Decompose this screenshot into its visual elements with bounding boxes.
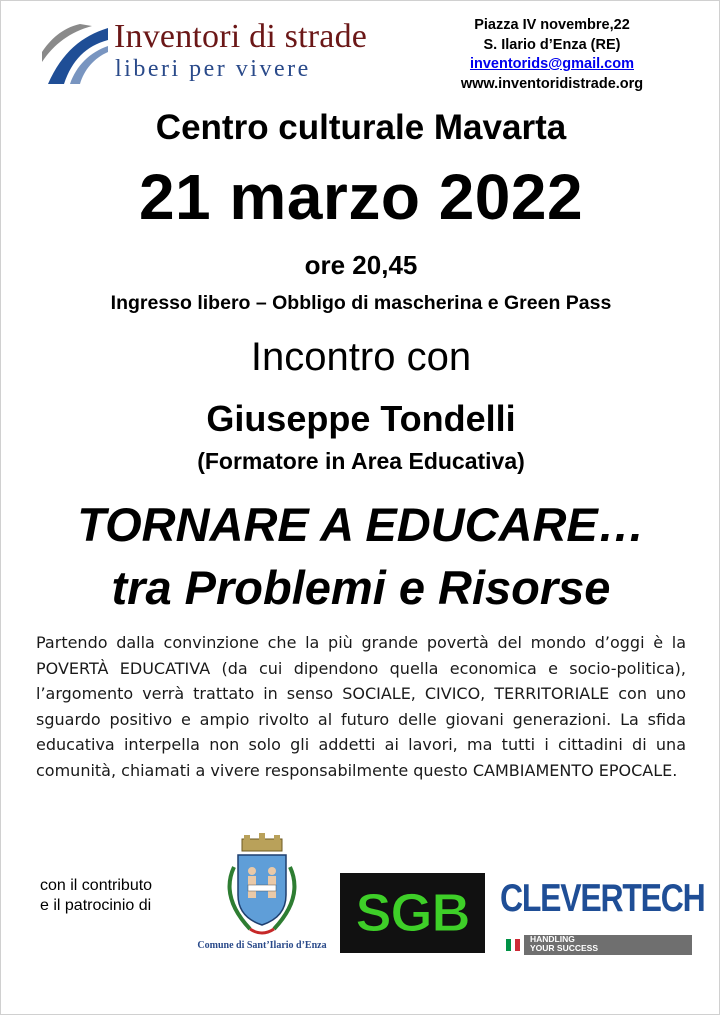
speaker-name: Giuseppe Tondelli (206, 398, 516, 439)
sponsor-intro (40, 876, 190, 916)
entry-info: Ingresso libero – Obbligo di mascherina e Green Pass (110, 292, 612, 314)
event-date: 21 marzo 2022 (138, 161, 584, 233)
event-title-line2: tra Problemi e Risorse (111, 561, 611, 614)
sponsor-intro-line1: con il contributo (40, 877, 153, 894)
sponsor-intro-line2: e il patrocinio di (40, 897, 152, 914)
event-description: Partendo dalla convinzione che la più grande povertà del mondo d’oggi è la POVERTÀ EDUCATIVA (da cui dipendono quella economica e socio-politica), l’argomento verrà trattato in senso SOCIALE, CIVICO, TERRITORIALE con uno sguardo positivo e ampio rivolto al futuro delle giovani generazioni. La sfida educativa interpella non solo gli addetti ai lavori, ma tutti i cittadini di una comunità, chiamati a vivere responsabilmente questo CAMBIAMENTO EPOCALE. (36, 633, 686, 780)
contact-block (430, 16, 674, 94)
sgb-logo-text: SGB (355, 883, 470, 943)
venue: Centro culturale Mavarta (155, 108, 567, 147)
road-swoosh-icon (40, 22, 110, 88)
clevertech-name: CLEVERTECH (500, 877, 705, 920)
event-title-line1: TORNARE A EDUCARE… (77, 498, 645, 551)
meeting-label: Incontro con (250, 335, 472, 379)
speaker-role: (Formatore in Area Educativa) (197, 448, 525, 474)
city: S. Ilario d’Enza (RE) (483, 36, 621, 53)
inventori-logo (40, 18, 420, 98)
address: Piazza IV novembre,22 (474, 17, 630, 33)
email-link[interactable]: inventorids@gmail.com (469, 56, 634, 72)
sgb-logo (340, 873, 485, 953)
org-name: Inventori di strade (114, 18, 368, 55)
comune-caption: Comune di Sant’Ilario d’Enza (197, 940, 327, 951)
clevertech-logo (500, 877, 705, 957)
clevertech-slogan: HANDLING YOUR SUCCESS (530, 934, 599, 953)
org-tagline: liberi per vivere (115, 56, 311, 82)
website: www.inventoridistrade.org (460, 75, 644, 92)
event-time: ore 20,45 (304, 250, 418, 280)
comune-coat-of-arms-icon (194, 833, 330, 957)
italian-flag-icon (506, 939, 520, 951)
